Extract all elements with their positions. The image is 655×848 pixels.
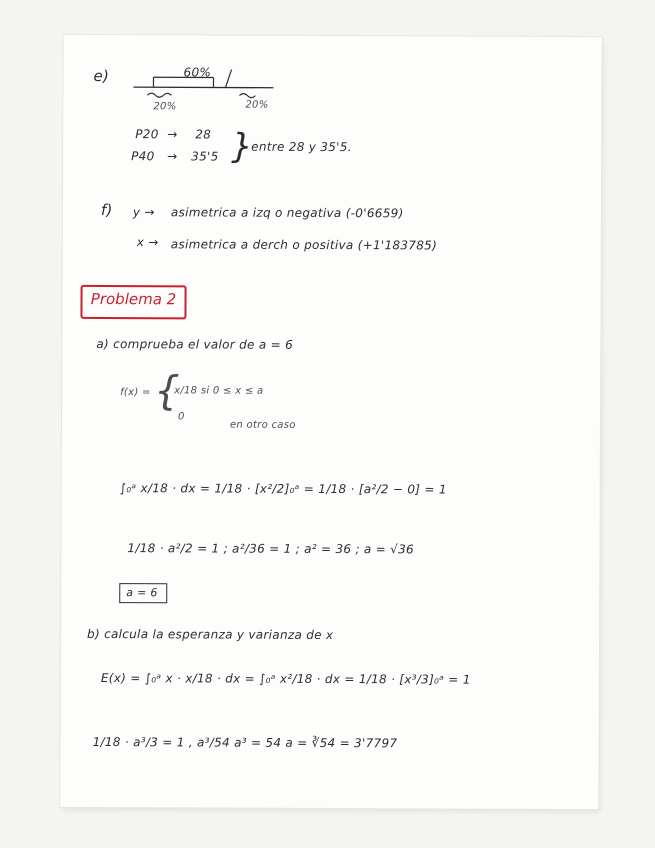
solve-line-b: 1/18 · a³/3 = 1 , a³/54 a³ = 54 a = ∛54 = 3'7797 <box>92 734 398 751</box>
integral-line: ∫₀ᵃ x/18 · dx = 1/18 · [x²/2]₀ᵃ = 1/18 · [a²/2 − 0] = 1 <box>119 481 447 497</box>
arrow-icon: → <box>167 149 178 164</box>
fx-case2-note: en otro caso <box>229 419 296 431</box>
fx-case1: x/18 si 0 ≤ x ≤ a <box>174 385 264 397</box>
fx-label: f(x) = <box>120 387 151 399</box>
problem-title-box <box>80 285 186 319</box>
brace-icon: } <box>231 126 254 167</box>
range-note: entre 28 y 35'5. <box>251 139 352 155</box>
bar-value: 60% <box>183 65 212 80</box>
solve-line-a: 1/18 · a²/2 = 1 ; a²/36 = 1 ; a² = 36 ; a = √36 <box>127 541 415 557</box>
p40-value: 35'5 <box>191 149 219 164</box>
y-asymmetry: asimetrica a izq o negativa (-0'6659) <box>170 205 404 221</box>
left-brace-icon: { <box>154 368 180 415</box>
answer-value: a = 6 <box>126 586 158 600</box>
p20-value: 28 <box>195 127 212 142</box>
part-b-heading: b) calcula la esperanza y varianza de x <box>87 626 334 643</box>
answer-box <box>119 583 167 603</box>
section-f-label: f) <box>100 200 113 220</box>
left-pct: 20% <box>153 101 177 113</box>
p20-label: P20 <box>135 127 159 142</box>
expectation-line: E(x) = ∫₀ᵃ x · x/18 · dx = ∫₀ᵃ x²/18 · dx = 1/18 · [x³/3]₀ᵃ = 1 <box>100 670 471 687</box>
problem-title: Problema 2 <box>90 289 177 309</box>
part-a-heading: a) comprueba el valor de a = 6 <box>96 336 294 352</box>
p40-label: P40 <box>131 149 155 164</box>
y-symbol: y → <box>132 205 155 220</box>
arrow-icon: → <box>167 127 178 142</box>
section-e-label: e) <box>93 66 110 86</box>
fx-case2: 0 <box>177 411 185 423</box>
x-symbol: x → <box>136 235 159 250</box>
notebook-page <box>60 35 601 809</box>
x-asymmetry: asimetrica a derch o positiva (+1'183785) <box>170 237 438 253</box>
right-pct: 20% <box>245 99 269 111</box>
